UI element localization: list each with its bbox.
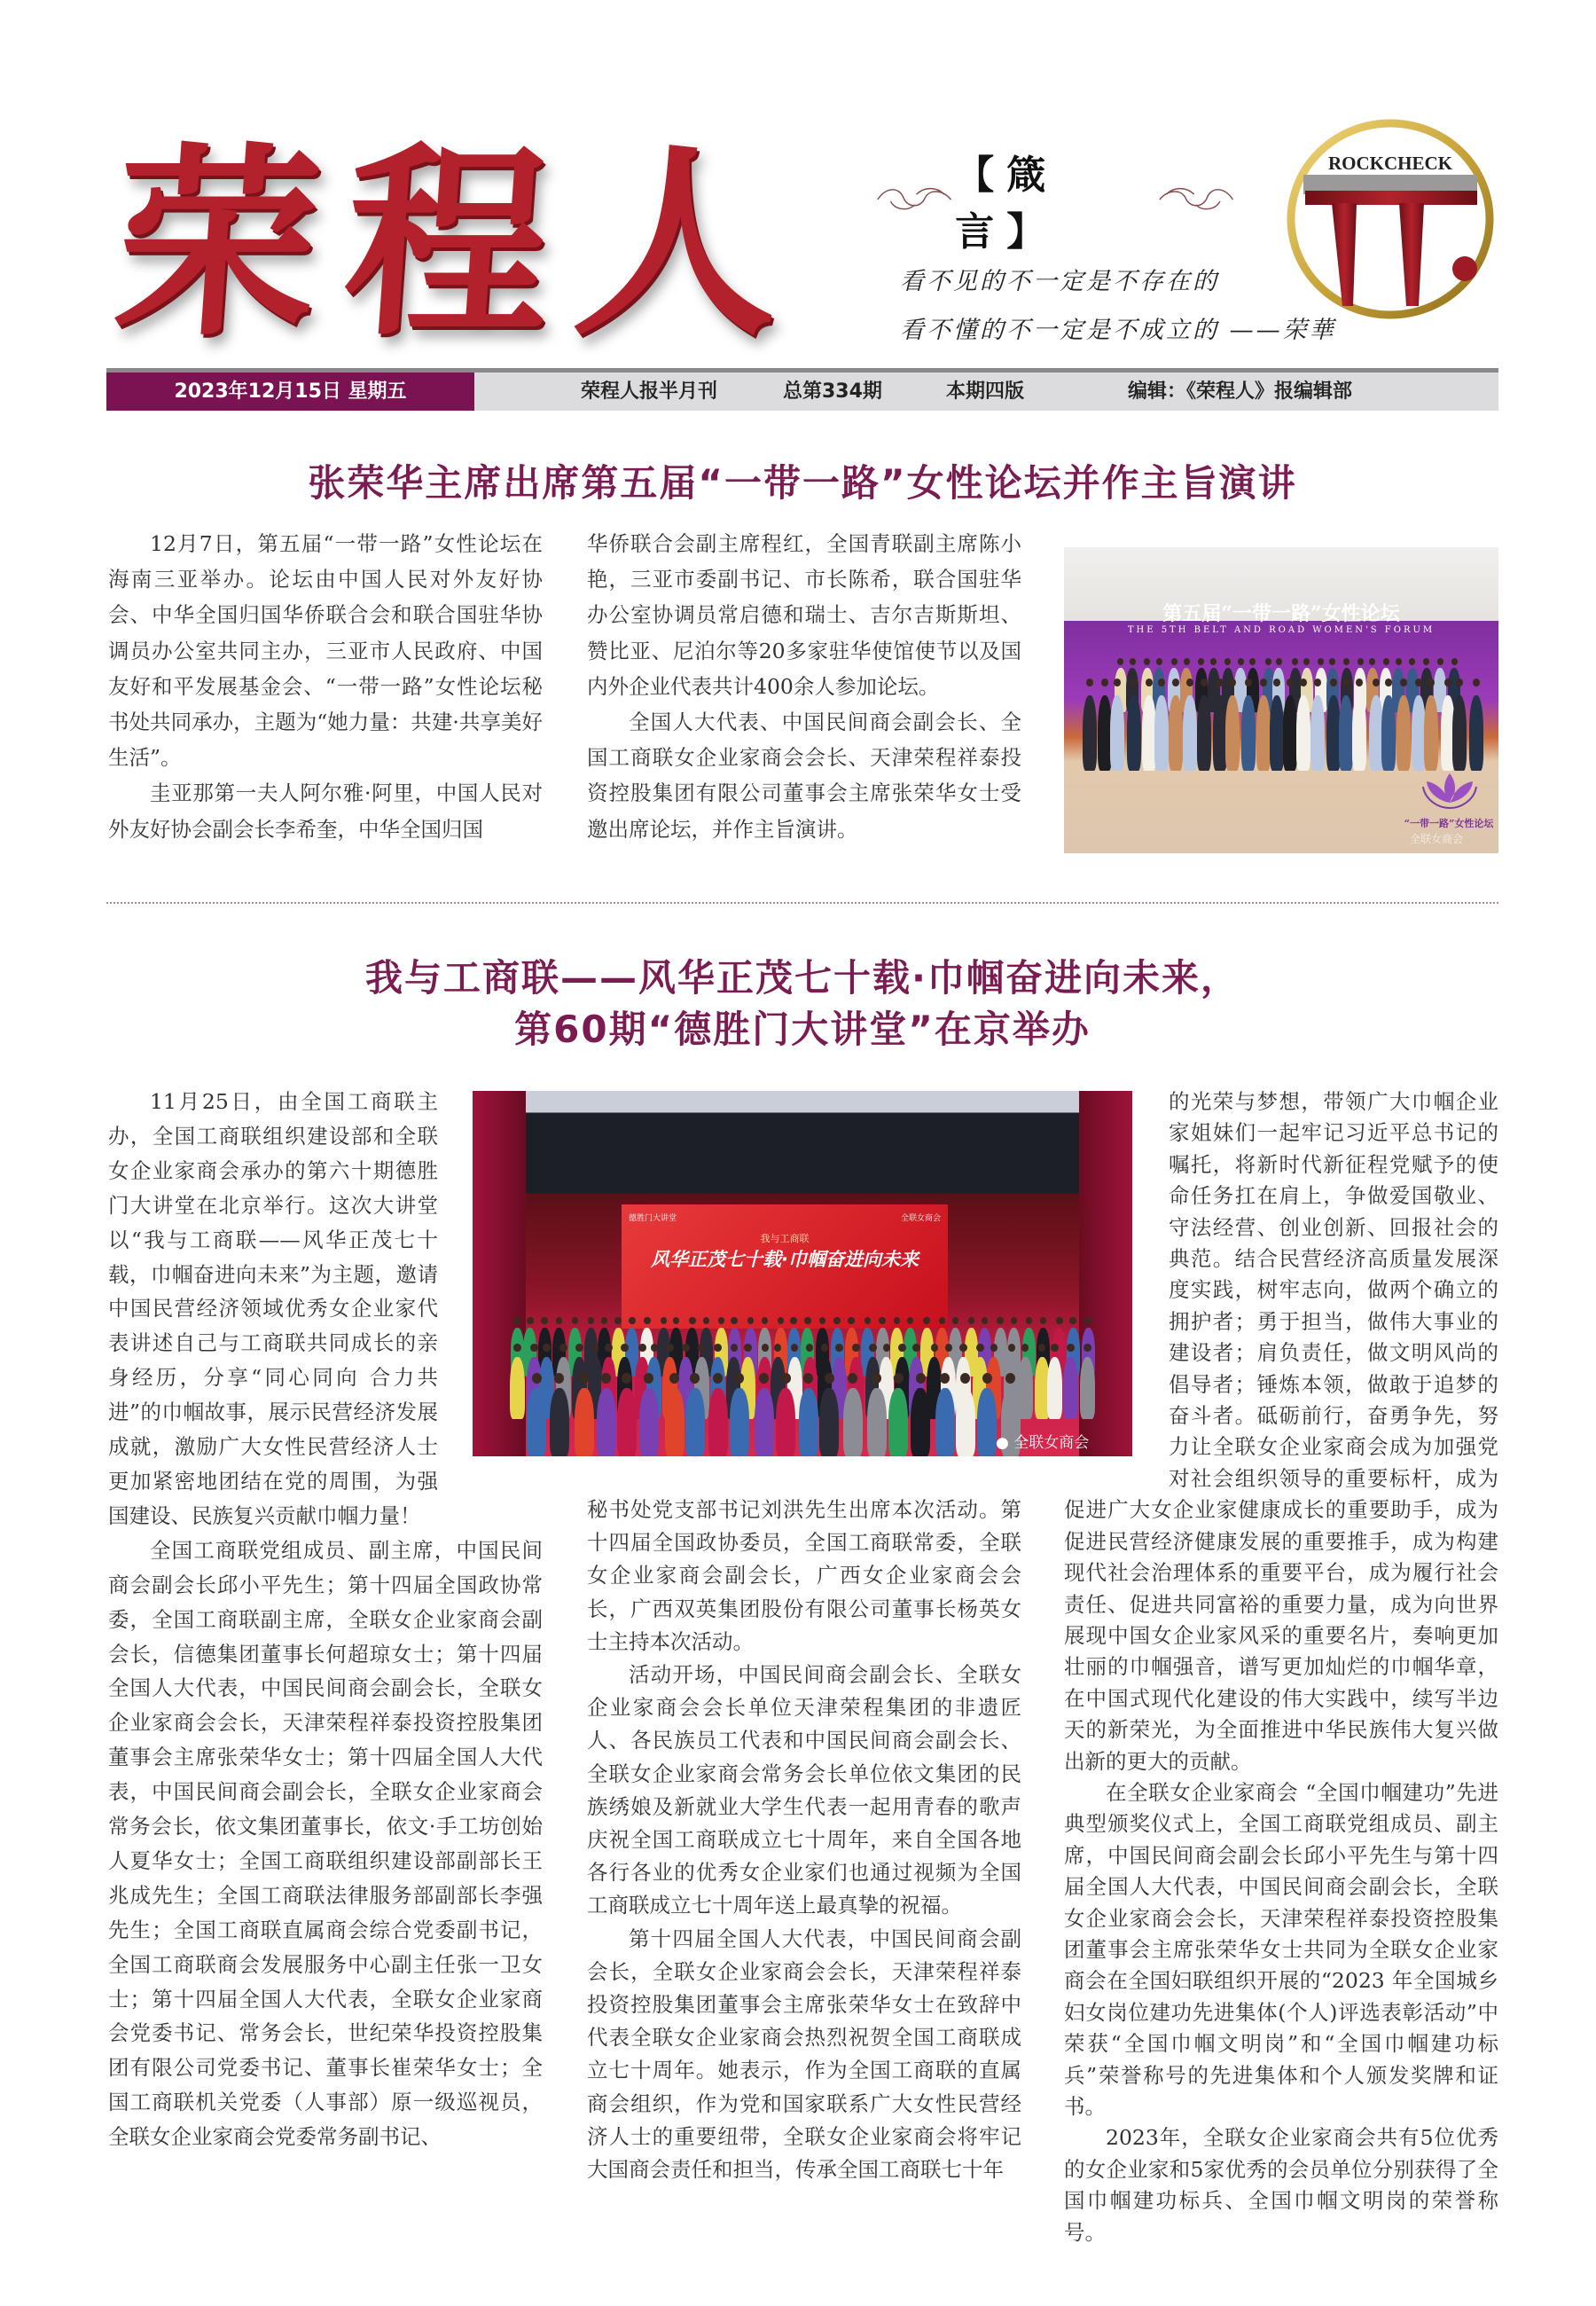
person-figure [617, 1388, 637, 1456]
photo-watermark: 全联女商会 [1410, 833, 1464, 845]
watermark-text: 全联女商会 [1013, 1434, 1090, 1452]
person-head [898, 1344, 906, 1352]
person-head [1069, 1317, 1076, 1324]
person-head [527, 1317, 534, 1324]
person-figure [799, 1388, 818, 1456]
motto-heading [873, 153, 1237, 255]
publication-name: 荣程人报半月刊 [581, 380, 718, 403]
newspaper-logo: 荣程人 [106, 124, 816, 364]
page-count: 本期四版 [946, 380, 1025, 403]
person-figure [867, 1388, 887, 1456]
article1-column-2 [587, 526, 1021, 847]
lecture-group-photo [473, 1091, 1132, 1456]
person-head [1084, 1317, 1091, 1324]
person-head [1026, 1317, 1033, 1324]
article2-column-2 [587, 1494, 1021, 2186]
person-figure [935, 1388, 955, 1456]
motto-line-2: 看不懂的不一定是不成立的 ——荣華 [900, 317, 1336, 344]
ornament-left-icon [873, 182, 955, 217]
forum-group-photo [1064, 547, 1498, 853]
person-head [1396, 658, 1402, 665]
person-figure [819, 1388, 839, 1456]
person-head [1198, 658, 1204, 665]
person-figure [575, 1388, 594, 1456]
person-head [1473, 678, 1480, 686]
person-head [1146, 678, 1153, 686]
person-head [1130, 658, 1136, 665]
person-head [513, 1344, 521, 1352]
person-head [605, 1344, 613, 1352]
paragraph: 11月25日，由全国工商联主办，全国工商联组织建设部和全联女企业家商会承办的第六十期德胜门大讲堂在北京举行。这次大讲堂以“我与工商联——风华正茂七十载，巾帼奋进向未来”为主题，邀请中国民营经济领域优秀女企业家代表讲述自己与工商联共同成长的亲身经历，分享“同心同向 合力共进”的巾帼故事，展示民营经济发展成就，激励广大女性民营经济人士更加紧密地团结在党的周围，为强国建设、民族复兴贡献巾帼力量！ [108, 1089, 438, 1528]
person-head [1276, 658, 1282, 665]
person-head [883, 1344, 891, 1352]
person-figure [1469, 695, 1483, 771]
person-head [731, 1317, 738, 1324]
person-figure [1110, 695, 1124, 771]
person-head [1084, 1344, 1091, 1352]
paragraph: 华侨联合会副主席程红，全国青联副主席陈小艳，三亚市委副书记、市长陈希，联合国驻华办公室协调员常启德和瑞士、吉尔吉斯斯坦、赞比亚、尼泊尔等20多家驻华使馆使节以及国内外企业代表共计400余人参加论坛。 [587, 531, 1021, 699]
person-head [1130, 678, 1138, 686]
issue-number: 总第334期 [783, 380, 882, 403]
article-divider [106, 902, 1498, 904]
article2-headline-line-1: 我与工商联——风华正茂七十载·巾帼奋进向未来， [365, 956, 1240, 1000]
person-head [1217, 678, 1224, 686]
paragraph: 第十四届全国人大代表，中国民间商会副会长，全联女企业家商会会长，天津荣程祥泰投资控股集团董事会主席张荣华女士在致辞中代表全联女企业家商会热烈祝贺全国工商联成立七十周年。她表示，作为全国工商联的直属商会组织，作为党和国家联系广大女性民营经济人士的重要纽带，全联女企业家商会将牢记大国商会责任和担当，传承全国工商联七十年 [587, 1926, 1021, 2183]
person-head [703, 1317, 710, 1324]
person-figure [1080, 1357, 1095, 1419]
person-head [747, 1317, 755, 1324]
article1-column-1 [108, 526, 543, 847]
banner-top-text: 我与工商联 [760, 1233, 810, 1244]
issue-info-bar [106, 368, 1498, 411]
person-head [513, 1317, 520, 1324]
person-head [1156, 658, 1162, 665]
person-head [1265, 658, 1271, 665]
person-figure [1296, 695, 1310, 771]
person-figure [685, 1388, 705, 1456]
person-head [968, 1317, 975, 1324]
person-figure [911, 1388, 930, 1456]
person-figure [665, 1388, 685, 1456]
person-figure [1154, 695, 1169, 771]
rockcheck-logo [1277, 111, 1507, 324]
lotus-emblem-icon [1414, 769, 1485, 813]
article2-headline-line-2: 第60期“德胜门大讲堂”在京举办 [514, 1008, 1091, 1051]
person-head [744, 1344, 752, 1352]
person-head [718, 1317, 725, 1324]
person-figure [1241, 695, 1256, 771]
person-head [1330, 678, 1337, 686]
person-head [1343, 658, 1350, 665]
person-figure [708, 1388, 728, 1456]
person-head [690, 1373, 700, 1384]
person-head [1249, 658, 1256, 665]
person-head [1011, 1317, 1018, 1324]
paragraph: 12月7日，第五届“一带一路”女性论坛在海南三亚举办。论坛由中国人民对外友好协会、中华全国归国华侨联合会和联合国驻华协调员办公室共同主办，三亚市人民政府、中国友好和平发展基金会、“一带一路”女性论坛秘书处共同承办，主题为“她力量：共建·共享美好生活”。 [108, 531, 543, 771]
motto-label: 【箴言】 [955, 153, 1059, 255]
banner-left-logo: 德胜门大讲堂 [629, 1214, 677, 1223]
person-head [923, 1317, 930, 1324]
person-figure [527, 1388, 546, 1456]
person-head [1238, 658, 1244, 665]
brand-logo-text: ROCKCHECK [1327, 153, 1453, 174]
person-figure [1127, 695, 1141, 771]
person-figure [888, 1388, 908, 1456]
person-figure [1352, 695, 1366, 771]
person-head [894, 1317, 901, 1324]
person-figure [1197, 695, 1211, 771]
person-figure [1396, 695, 1411, 771]
person-head [1314, 678, 1321, 686]
person-figure [1452, 695, 1467, 771]
person-head [1172, 678, 1179, 686]
person-head [575, 1344, 583, 1352]
person-figure [1047, 1357, 1062, 1419]
person-head [1224, 658, 1231, 665]
person-figure [730, 1388, 749, 1456]
person-head [869, 1344, 877, 1352]
person-head [879, 1317, 886, 1324]
person-head [1056, 1317, 1063, 1324]
paragraph: 活动开场，中国民间商会副会长、全联女企业家商会会长单位天津荣程集团的非遗匠人、各民族员工代表和中国民间商会副会长、全联女企业家商会常务会长单位依文集团的民族绣娘及新就业大学生代表一起用青春的歌声庆祝全国工商联成立七十周年，来自全国各地各行各业的优秀女企业家们也通过视频为全国工商联成立七十周年送上最真挚的祝福。 [587, 1662, 1021, 1918]
person-figure [1283, 695, 1297, 771]
person-head [1437, 658, 1443, 665]
person-head [852, 1344, 860, 1352]
person-figure [1225, 695, 1240, 771]
person-head [864, 1317, 872, 1324]
person-head [982, 1373, 992, 1384]
person-head [804, 1317, 811, 1324]
person-head [1329, 658, 1335, 665]
person-head [559, 1344, 567, 1352]
person-head [1086, 678, 1093, 686]
person-head [673, 1317, 680, 1324]
photo-banner-title: 第五届“一带一路”女性论坛 [1162, 602, 1400, 625]
person-head [833, 1317, 841, 1324]
person-head [1229, 678, 1236, 686]
person-head [894, 1373, 904, 1384]
person-figure [1424, 695, 1438, 771]
person-figure [1083, 695, 1097, 771]
person-head [1201, 678, 1208, 686]
photo-watermark: ● 全联女商会 [996, 1434, 1090, 1452]
person-head [819, 1317, 826, 1324]
person-head [621, 1344, 629, 1352]
editor-credit: 编辑：《荣程人》报编辑部 [1128, 380, 1353, 403]
person-figure [1310, 695, 1325, 771]
person-head [1101, 678, 1108, 686]
person-head [689, 1317, 696, 1324]
person-figure [977, 1388, 997, 1456]
person-head [1260, 678, 1267, 686]
paragraph: 在全联女企业家商会 “全国巾帼建功”先进典型颁奖仪式上，全国工商联党组成员、副主席，中国民间商会副会长邱小平先生与第十四届全国人大代表，中国民间商会副会长，全联女企业家商会会长，天津荣程祥泰投资控股集团董事会主席张荣华女士共同为全联女企业家商会在全国妇联组织开展的“2023 年全国城乡妇女岗位建功先进集体(个人)评选表彰活动”中荣获“全国巾帼文明岗”和“全国巾帼建功标兵”荣誉称号的先进集体和个人颁发奖牌和证书。 [1064, 1779, 1498, 2119]
person-figure [1169, 695, 1183, 771]
person-figure [755, 1388, 774, 1456]
person-head [1186, 678, 1193, 686]
person-head [556, 1317, 563, 1324]
paragraph: 全国人大代表、中国民间商会副会长、全国工商联女企业家商会会长、天津荣程祥泰投资控股集团有限公司董事会主席张荣华女士受邀出席论坛，并作主旨演讲。 [587, 710, 1021, 842]
person-head [1287, 678, 1294, 686]
issue-date: 2023年12月15日 星期五 [106, 373, 474, 411]
emblem-text: “一带一路”女性论坛 [1404, 818, 1494, 829]
person-head [1415, 678, 1422, 686]
person-figure [776, 1388, 795, 1456]
person-head [1117, 658, 1123, 665]
person-head [644, 1317, 651, 1324]
person-head [1171, 658, 1177, 665]
person-head [1369, 658, 1375, 665]
article1-headline: 张荣华主席出席第五届“一带一路”女性论坛并作主旨演讲 [308, 461, 1297, 505]
person-head [781, 1373, 791, 1384]
person-figure [1183, 695, 1197, 771]
person-head [907, 1317, 914, 1324]
person-head [939, 1317, 946, 1324]
person-head [762, 1317, 769, 1324]
person-head [1451, 658, 1458, 665]
person-head [825, 1373, 834, 1384]
person-head [588, 1317, 595, 1324]
ornament-right-icon [1155, 182, 1237, 217]
motto-line-1: 看不见的不一定是不存在的 [900, 268, 1219, 295]
person-head [1303, 658, 1310, 665]
person-head [912, 1344, 920, 1352]
person-head [1273, 678, 1280, 686]
person-head [543, 1344, 551, 1352]
person-head [629, 1317, 636, 1324]
person-head [1184, 658, 1190, 665]
person-head [1456, 678, 1463, 686]
person-head [1385, 678, 1392, 686]
person-figure [1270, 695, 1284, 771]
banner-title: 风华正茂七十载·巾帼奋进向未来 [651, 1249, 919, 1270]
person-head [778, 1317, 785, 1324]
person-head [1210, 658, 1217, 665]
person-figure [597, 1388, 616, 1456]
person-head [1067, 1344, 1075, 1352]
person-figure [1381, 695, 1396, 771]
paragraph: 圭亚那第一夫人阿尔雅·阿里，中国人民对外友好协会副会长李希奎，中华全国归国 [108, 780, 543, 842]
person-head [982, 1317, 989, 1324]
person-figure [510, 1357, 525, 1419]
person-head [1428, 678, 1435, 686]
person-head [532, 1373, 542, 1384]
person-head [530, 1344, 538, 1352]
person-head [1318, 658, 1324, 665]
person-head [601, 1373, 611, 1384]
person-head [835, 1344, 843, 1352]
person-head [682, 1344, 690, 1352]
person-figure [843, 1388, 863, 1456]
person-head [952, 1317, 959, 1324]
person-figure [639, 1388, 659, 1456]
paragraph: 全国工商联党组成员、副主席，中国民间商会副会长邱小平先生；第十四届全国政协常委，全国工商联副主席，全联女企业家商会副会长，信德集团董事长何超琼女士；第十四届全国人大代表，中国民间商会副会长，全联女企业家商会会长，天津荣程祥泰投资控股集团董事会主席张荣华女士；第十四届全国人大代表，中国民间商会副会长，全联女企业家商会常务会长，依文集团董事长，依文·手工坊创始人夏华女士；全国工商联组织建设部副部长王兆成先生；全国工商联法律服务部副部长李强先生；全国工商联直属商会综合党委副书记，全国工商联商会发展服务中心副主任张一卫女士；第十四届全国人大代表，全联女企业家商会党委书记、常务会长，世纪荣华投资控股集团有限公司党委书记、董事长崔荣华女士；全国工商联机关党委（人事部）原一级巡视员，全联女企业家商会党委常务副书记、 [108, 1537, 543, 2150]
person-head [848, 1317, 855, 1324]
banner-right-logo: 全联女商会 [900, 1214, 941, 1223]
person-head [601, 1317, 608, 1324]
person-figure [1063, 1357, 1078, 1419]
person-head [1292, 658, 1298, 665]
person-head [638, 1344, 646, 1352]
person-head [1373, 678, 1380, 686]
person-head [572, 1317, 579, 1324]
person-head [959, 1344, 967, 1352]
person-figure [956, 1388, 975, 1456]
person-head [661, 1317, 668, 1324]
motto-label-text: 箴言 [955, 153, 1059, 255]
person-head [916, 1373, 926, 1384]
person-head [790, 1317, 797, 1324]
person-head [541, 1317, 548, 1324]
photo-banner-subtitle: THE 5TH BELT AND ROAD WOMEN'S FORUM [1127, 625, 1436, 635]
person-head [997, 1317, 1004, 1324]
person-figure [1339, 695, 1353, 771]
paragraph: 的光荣与梦想，带领广大巾帼企业家姐妹们一起牢记习近平总书记的嘱托，将新时代新征程党赋予的使命任务扛在肩上，争做爱国敬业、守法经营、创业创新、回报社会的典范。结合民营经济高质量发展深度实践，树牢志向，做两个确立的拥护者；勇于担当，做伟大事业的建设者；肩负责任，做文明风尚的倡导者；锤炼本领，做敢于追梦的奋斗者。砥砺前行，奋勇争先，努力让全联女企业家商会成为加强党对社会组织领导的重要标杆，成为促进广大女企业家健康成长的重要助手，成为促进民营经济健康发展的重要推手，成为构建现代社会治理体系的重要平台，成为履行社会责任、促进共同富裕的重要力量，成为向世界展现中国女企业家风采的重要名片，奏响更加壮丽的巾帼强音，谱写更加灿烂的巾帼华章，在中国式现代化建设的伟大实践中，续写半边天的新荣光，为全面推进中华民族伟大复兴做出新的更大的贡献。 [1064, 1089, 1498, 1774]
paragraph: 2023年，全联女企业家商会共有5位优秀的女企业家和5家优秀的会员单位分别获得了全国巾帼建功标兵、全国巾帼文明岗的荣誉称号。 [1064, 2125, 1498, 2245]
person-head [1409, 658, 1415, 665]
person-head [976, 1344, 984, 1352]
person-figure [550, 1388, 569, 1456]
person-head [1158, 678, 1165, 686]
person-head [614, 1317, 622, 1324]
person-head [1423, 658, 1429, 665]
person-head [1383, 658, 1389, 665]
person-head [1040, 1317, 1047, 1324]
person-figure [1256, 695, 1271, 771]
person-head [1144, 658, 1150, 665]
photo-crowd [473, 1091, 1132, 1456]
person-head [1245, 678, 1252, 686]
paragraph: 秘书处党支部书记刘洪先生出席本次活动。第十四届全国政协委员，全国工商联常委，全联女企业家商会副会长，广西女企业家商会会长，广西双英集团股份有限公司董事长杨英女士主持本次活动。 [587, 1497, 1021, 1654]
person-head [1357, 658, 1364, 665]
